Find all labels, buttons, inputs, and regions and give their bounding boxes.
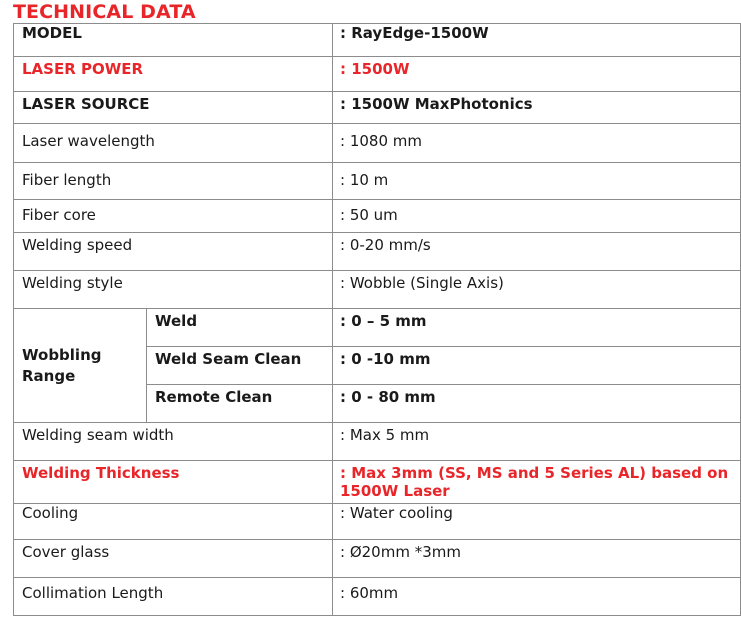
table-row-wobbling-weld [14, 309, 741, 347]
welding-speed-value: : 0-20 mm/s [333, 233, 741, 271]
model-label: MODEL [14, 24, 333, 57]
cover-glass-value: : Ø20mm *3mm [333, 540, 741, 578]
table-row-welding-thickness [14, 461, 741, 504]
wobbling-weld-seam-clean-value: : 0 -10 mm [333, 347, 741, 385]
wobbling-weld-label: Weld [147, 309, 333, 347]
table-row-laser-power [14, 57, 741, 92]
fiber-core-value: : 50 um [333, 200, 741, 233]
table-row-laser-wavelength [14, 124, 741, 163]
laser-wavelength-value: : 1080 mm [333, 124, 741, 163]
table-row-welding-seam-width [14, 423, 741, 461]
cooling-value: : Water cooling [333, 504, 741, 540]
fiber-core-label: Fiber core [14, 200, 333, 233]
wobbling-range-label-line1: Wobbling [22, 345, 102, 364]
laser-source-value: : 1500W MaxPhotonics [333, 92, 741, 124]
fiber-length-label: Fiber length [14, 163, 333, 200]
model-value: : RayEdge-1500W [333, 24, 741, 57]
welding-seam-width-value: : Max 5 mm [333, 423, 741, 461]
wobbling-remote-clean-value: : 0 - 80 mm [333, 385, 741, 423]
table-row-welding-speed [14, 233, 741, 271]
welding-thickness-value-line2: 1500W Laser [340, 482, 450, 500]
welding-speed-label: Welding speed [14, 233, 333, 271]
welding-style-value: : Wobble (Single Axis) [333, 271, 741, 309]
table-row-cooling [14, 504, 741, 540]
laser-power-value: : 1500W [333, 57, 741, 92]
cover-glass-label: Cover glass [14, 540, 333, 578]
welding-seam-width-label: Welding seam width [14, 423, 333, 461]
welding-style-label: Welding style [14, 271, 333, 309]
collimation-length-label: Collimation Length [14, 578, 333, 616]
technical-data-table [13, 23, 741, 616]
laser-power-label: LASER POWER [14, 57, 333, 92]
wobbling-weld-value: : 0 – 5 mm [333, 309, 741, 347]
welding-thickness-value [333, 461, 741, 504]
cooling-label: Cooling [14, 504, 333, 540]
welding-thickness-value-line1: : Max 3mm (SS, MS and 5 Series AL) based on [340, 464, 729, 482]
table-row-model [14, 24, 741, 57]
wobbling-weld-seam-clean-label: Weld Seam Clean [147, 347, 333, 385]
table-row-fiber-core [14, 200, 741, 233]
table-row-cover-glass [14, 540, 741, 578]
table-row-welding-style [14, 271, 741, 309]
laser-source-label: LASER SOURCE [14, 92, 333, 124]
wobbling-range-label-line2: Range [22, 366, 76, 385]
welding-thickness-label: Welding Thickness [14, 461, 333, 504]
table-row-collimation-length [14, 578, 741, 616]
section-title: TECHNICAL DATA [13, 1, 196, 23]
fiber-length-value: : 10 m [333, 163, 741, 200]
wobbling-remote-clean-label: Remote Clean [147, 385, 333, 423]
wobbling-range-label [14, 309, 147, 423]
table-row-fiber-length [14, 163, 741, 200]
collimation-length-value: : 60mm [333, 578, 741, 616]
table-row-laser-source [14, 92, 741, 124]
laser-wavelength-label: Laser wavelength [14, 124, 333, 163]
